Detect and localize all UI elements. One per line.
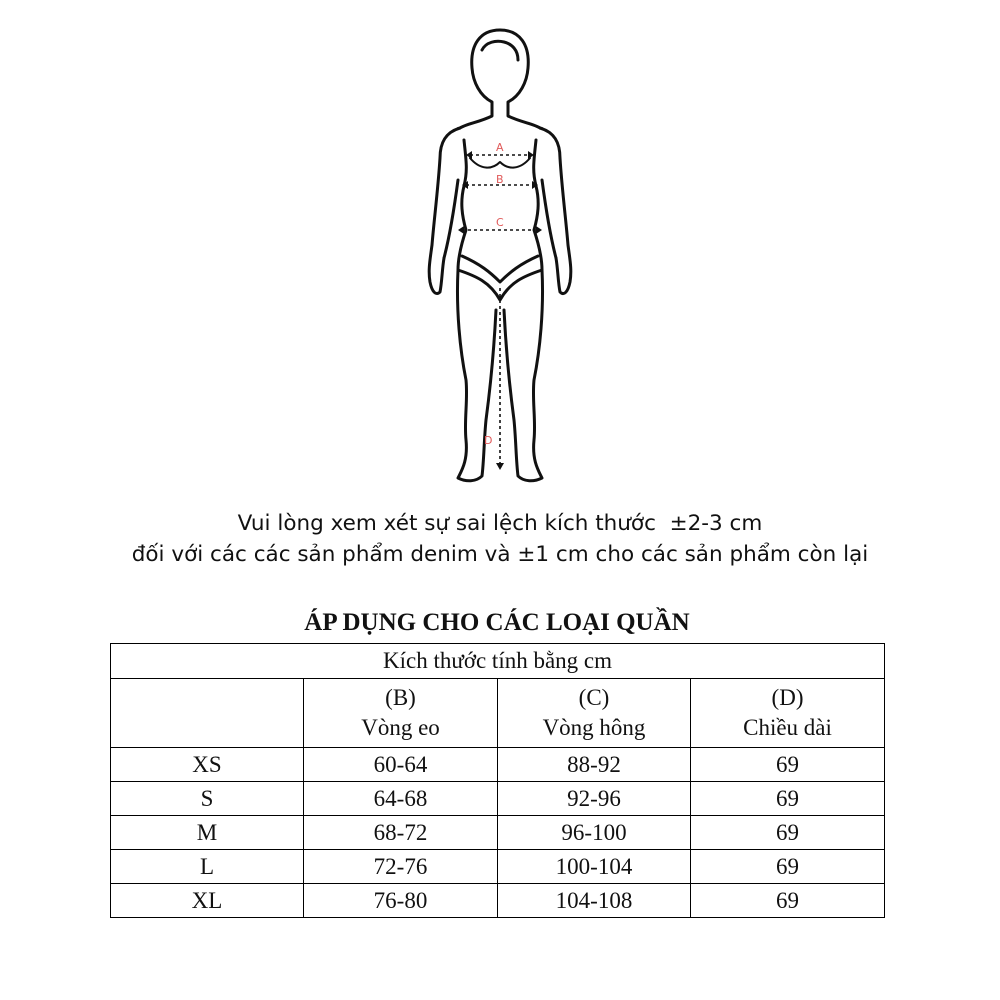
table-row — [111, 748, 885, 782]
woman-silhouette-icon — [400, 20, 600, 490]
waist-cell: 72-76 — [304, 850, 498, 884]
header-waist-label: Vòng eo — [361, 715, 440, 740]
header-row — [111, 679, 885, 748]
hip-cell: 96-100 — [498, 816, 691, 850]
marker-d-label: D — [484, 434, 493, 447]
unit-row — [111, 644, 885, 679]
tolerance-note-line-1: Vui lòng xem xét sự sai lệch kích thước ±2-3 cm — [237, 511, 763, 536]
size-cell: XS — [111, 748, 304, 782]
header-waist — [304, 679, 498, 748]
header-waist-code: (B) — [385, 685, 416, 710]
table-row — [111, 782, 885, 816]
size-chart-table — [110, 643, 885, 918]
size-cell: XL — [111, 884, 304, 918]
header-hip-label: Vòng hông — [542, 715, 646, 740]
table-row — [111, 850, 885, 884]
waist-cell: 60-64 — [304, 748, 498, 782]
waist-cell: 64-68 — [304, 782, 498, 816]
header-length-label: Chiều dài — [743, 715, 832, 740]
tolerance-note-line-2: đối với các các sản phẩm denim và ±1 cm cho các sản phẩm còn lại — [131, 542, 869, 567]
length-cell: 69 — [691, 782, 885, 816]
hip-cell: 92-96 — [498, 782, 691, 816]
header-size-empty — [111, 679, 304, 748]
header-hip-code: (C) — [578, 685, 610, 710]
header-length — [691, 679, 885, 748]
marker-b-label: B — [496, 173, 504, 186]
header-length-code: (D) — [771, 685, 804, 710]
length-cell: 69 — [691, 748, 885, 782]
hip-cell: 100-104 — [498, 850, 691, 884]
size-cell: L — [111, 850, 304, 884]
table-title: ÁP DỤNG CHO CÁC LOẠI QUẦN — [304, 609, 690, 636]
table-row — [111, 816, 885, 850]
tolerance-note — [0, 508, 1000, 570]
length-cell: 69 — [691, 816, 885, 850]
marker-c-label: C — [496, 216, 504, 229]
header-hip — [498, 679, 691, 748]
body-measurement-figure — [400, 20, 600, 490]
marker-a-label: A — [496, 141, 504, 154]
length-cell: 69 — [691, 850, 885, 884]
waist-cell: 76-80 — [304, 884, 498, 918]
size-cell: S — [111, 782, 304, 816]
waist-cell: 68-72 — [304, 816, 498, 850]
unit-caption: Kích thước tính bằng cm — [111, 644, 885, 679]
hip-cell: 88-92 — [498, 748, 691, 782]
length-cell: 69 — [691, 884, 885, 918]
hip-cell: 104-108 — [498, 884, 691, 918]
table-row — [111, 884, 885, 918]
size-cell: M — [111, 816, 304, 850]
